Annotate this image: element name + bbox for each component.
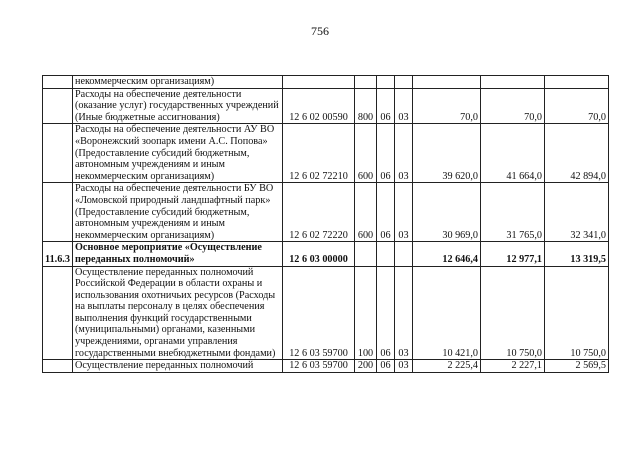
code-cell: 12 6 02 72220 [283,183,355,242]
row-number-cell [43,76,73,89]
section-cell: 06 [377,360,395,373]
amount-year2-cell: 12 977,1 [481,242,545,266]
amount-year3-cell: 2 569,5 [545,360,609,373]
code-cell: 12 6 03 59700 [283,360,355,373]
table-row [43,360,609,373]
section-cell: 06 [377,124,395,183]
amount-year2-cell: 70,0 [481,88,545,124]
row-number-cell [43,360,73,373]
description-cell: Расходы на обеспечение деятельности (оказание услуг) государственных учреждений (Иные бюджетные ассигнования) [73,88,283,124]
table-row [43,266,609,360]
code-cell: 12 6 03 00000 [283,242,355,266]
amount-year2-cell [481,76,545,89]
amount-year1-cell: 10 421,0 [413,266,481,360]
amount-year3-cell: 32 341,0 [545,183,609,242]
code-cell: 12 6 02 00590 [283,88,355,124]
amount-year3-cell: 70,0 [545,88,609,124]
row-number-cell [43,88,73,124]
amount-year3-cell: 13 319,5 [545,242,609,266]
section-cell: 06 [377,183,395,242]
subsection-cell: 03 [395,183,413,242]
subsection-cell: 03 [395,266,413,360]
table-row-main-activity [43,242,609,266]
row-number-cell [43,124,73,183]
description-cell: Осуществление переданных полномочий Российской Федерации в области охраны и использования охотничьих ресурсов (Расходы на выплаты персоналу в целях обеспечения выполнения функций государственными (муниципальными) органами, казенными учреждениями, органами управления государственными внебюджетными фондами) [73,266,283,360]
page-number: 756 [311,24,329,38]
amount-year2-cell: 2 227,1 [481,360,545,373]
amount-year2-cell: 10 750,0 [481,266,545,360]
subsection-cell: 03 [395,88,413,124]
amount-year1-cell [413,76,481,89]
section-cell: 06 [377,266,395,360]
amount-year3-cell: 42 894,0 [545,124,609,183]
table-row [43,124,609,183]
section-cell [377,242,395,266]
section-cell [377,76,395,89]
description-cell: Расходы на обеспечение деятельности БУ ВО «Ломовской природный ландшафтный парк» (Предоставление субсидий бюджетным, автономным учреждениям и иным некоммерческим организациям) [73,183,283,242]
code-cell [283,76,355,89]
table-row [43,76,609,89]
amount-year2-cell: 41 664,0 [481,124,545,183]
amount-year1-cell: 12 646,4 [413,242,481,266]
description-cell: Основное мероприятие «Осуществление переданных полномочий» [73,242,283,266]
expense-type-cell: 800 [355,88,377,124]
amount-year3-cell: 10 750,0 [545,266,609,360]
expense-type-cell: 200 [355,360,377,373]
table-body [43,76,609,373]
row-number-cell: 11.6.3 [43,242,73,266]
amount-year2-cell: 31 765,0 [481,183,545,242]
row-number-cell [43,266,73,360]
budget-table-wrap [42,75,608,373]
amount-year1-cell: 70,0 [413,88,481,124]
expense-type-cell: 100 [355,266,377,360]
table-row [43,88,609,124]
expense-type-cell [355,242,377,266]
description-cell: Осуществление переданных полномочий [73,360,283,373]
subsection-cell [395,76,413,89]
section-cell: 06 [377,88,395,124]
expense-type-cell: 600 [355,124,377,183]
description-cell: Расходы на обеспечение деятельности АУ ВО «Воронежский зоопарк имени А.С. Попова» (Предоставление субсидий бюджетным, автономным учреждениям и иным некоммерческим организациям) [73,124,283,183]
amount-year1-cell: 39 620,0 [413,124,481,183]
subsection-cell [395,242,413,266]
subsection-cell: 03 [395,124,413,183]
amount-year3-cell [545,76,609,89]
amount-year1-cell: 2 225,4 [413,360,481,373]
row-number-cell [43,183,73,242]
budget-table [42,75,609,373]
expense-type-cell [355,76,377,89]
amount-year1-cell: 30 969,0 [413,183,481,242]
code-cell: 12 6 02 72210 [283,124,355,183]
code-cell: 12 6 03 59700 [283,266,355,360]
expense-type-cell: 600 [355,183,377,242]
table-row [43,183,609,242]
subsection-cell: 03 [395,360,413,373]
description-cell: некоммерческим организациям) [73,76,283,89]
